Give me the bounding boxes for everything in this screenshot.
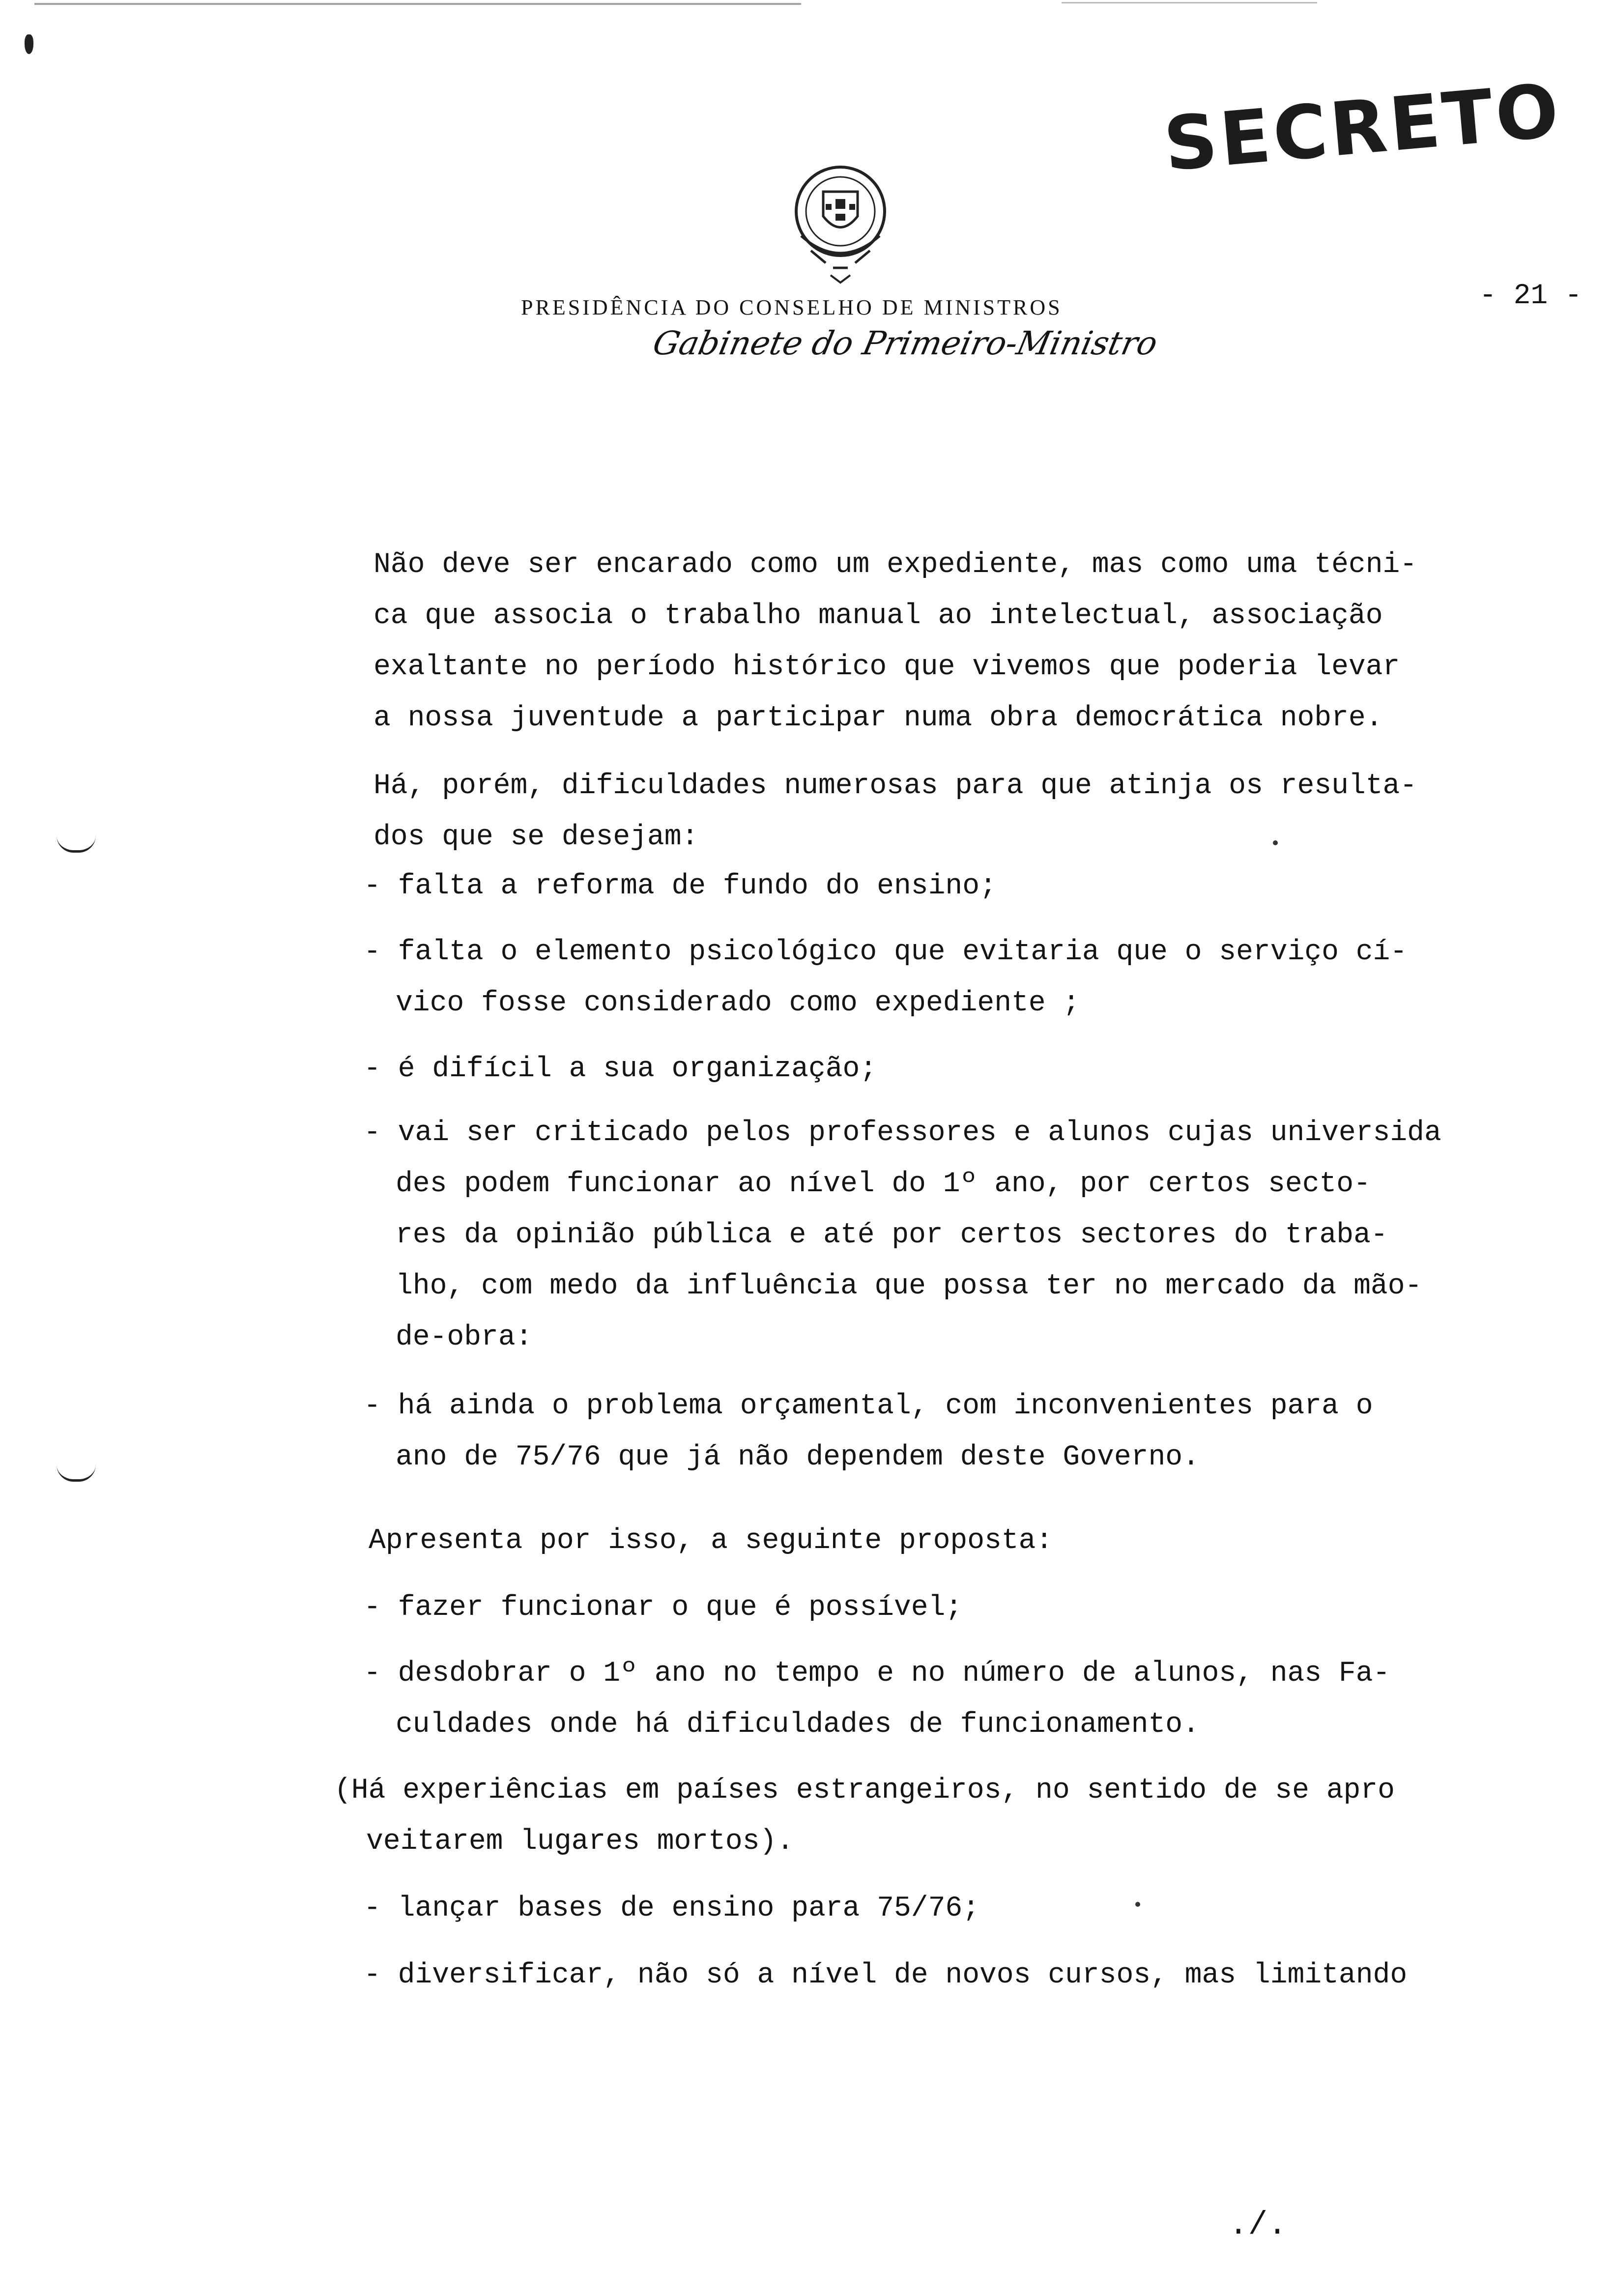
continuation-mark: ./. <box>1229 2207 1287 2243</box>
text-line: Apresenta por isso, a seguinte proposta: <box>369 1525 1053 1557</box>
list-item <box>364 1883 979 1934</box>
text-line: des podem funcionar ao nível do 1º ano, por certos secto- <box>396 1168 1371 1200</box>
text-line: - fazer funcionar o que é possível; <box>364 1592 963 1624</box>
paragraph-proposal-intro <box>369 1516 1053 1567</box>
text-line: vico fosse considerado como expediente ; <box>396 987 1080 1019</box>
text-line: - vai ser criticado pelos professores e alunos cujas universida <box>364 1117 1441 1149</box>
list-item <box>364 1381 1373 1483</box>
ink-dot <box>1135 1902 1140 1907</box>
text-line: ano de 75/76 que já não dependem deste Governo. <box>396 1441 1200 1473</box>
cabinet-name: Gabinete do Primeiro-Ministro <box>649 324 1161 362</box>
list-item <box>364 1648 1390 1751</box>
text-line: veitarem lugares mortos). <box>366 1826 794 1858</box>
text-line: a nossa juventude a participar numa obra democrática nobre. <box>374 702 1383 734</box>
secret-stamp: SECRETO <box>1160 68 1565 188</box>
text-line: res da opinião pública e até por certos sectores do traba- <box>396 1219 1388 1251</box>
scan-edge-line <box>34 3 801 5</box>
ink-mark <box>25 34 33 54</box>
text-line: ca que associa o trabalho manual ao intelectual, associação <box>374 600 1383 632</box>
page-number: - 21 - <box>1479 280 1582 312</box>
text-line: lho, com medo da influência que possa ter no mercado da mão- <box>396 1270 1422 1302</box>
list-item <box>364 1108 1441 1363</box>
institution-name: PRESIDÊNCIA DO CONSELHO DE MINISTROS <box>521 295 1063 319</box>
text-line: Não deve ser encarado como um expediente, mas como uma técni- <box>374 549 1417 581</box>
list-item <box>364 1582 962 1634</box>
text-line: de-obra: <box>396 1321 533 1353</box>
paragraph-intro <box>374 540 1417 744</box>
text-line: - diversificar, não só a nível de novos cursos, mas limitando <box>364 1959 1408 1991</box>
list-item <box>364 1950 1407 2001</box>
margin-mark <box>57 835 96 853</box>
scan-edge-line <box>1062 2 1317 3</box>
text-line: - lançar bases de ensino para 75/76; <box>364 1893 980 1924</box>
list-item <box>364 927 1407 1029</box>
coat-of-arms-icon <box>777 157 904 285</box>
text-line: - falta a reforma de fundo do ensino; <box>364 870 997 902</box>
paragraph-note <box>334 1765 1395 1867</box>
text-line: - falta o elemento psicológico que evitaria que o serviço cí- <box>364 936 1408 968</box>
list-item <box>364 861 997 912</box>
text-line: - desdobrar o 1º ano no tempo e no número de alunos, nas Fa- <box>364 1658 1390 1690</box>
list-item <box>364 1044 877 1095</box>
text-line: dos que se desejam: <box>374 821 699 853</box>
margin-mark <box>57 1464 96 1482</box>
paragraph-difficulties-intro <box>374 761 1417 863</box>
text-line: exaltante no período histórico que vivemos que poderia levar <box>374 651 1400 683</box>
text-line: culdades onde há dificuldades de funcionamento. <box>396 1709 1200 1741</box>
text-line: (Há experiências em países estrangeiros, no sentido de se apro <box>334 1775 1395 1807</box>
text-line: - é difícil a sua organização; <box>364 1053 877 1085</box>
text-line: Há, porém, dificuldades numerosas para que atinja os resulta- <box>374 770 1417 802</box>
text-line: - há ainda o problema orçamental, com inconvenientes para o <box>364 1390 1373 1422</box>
